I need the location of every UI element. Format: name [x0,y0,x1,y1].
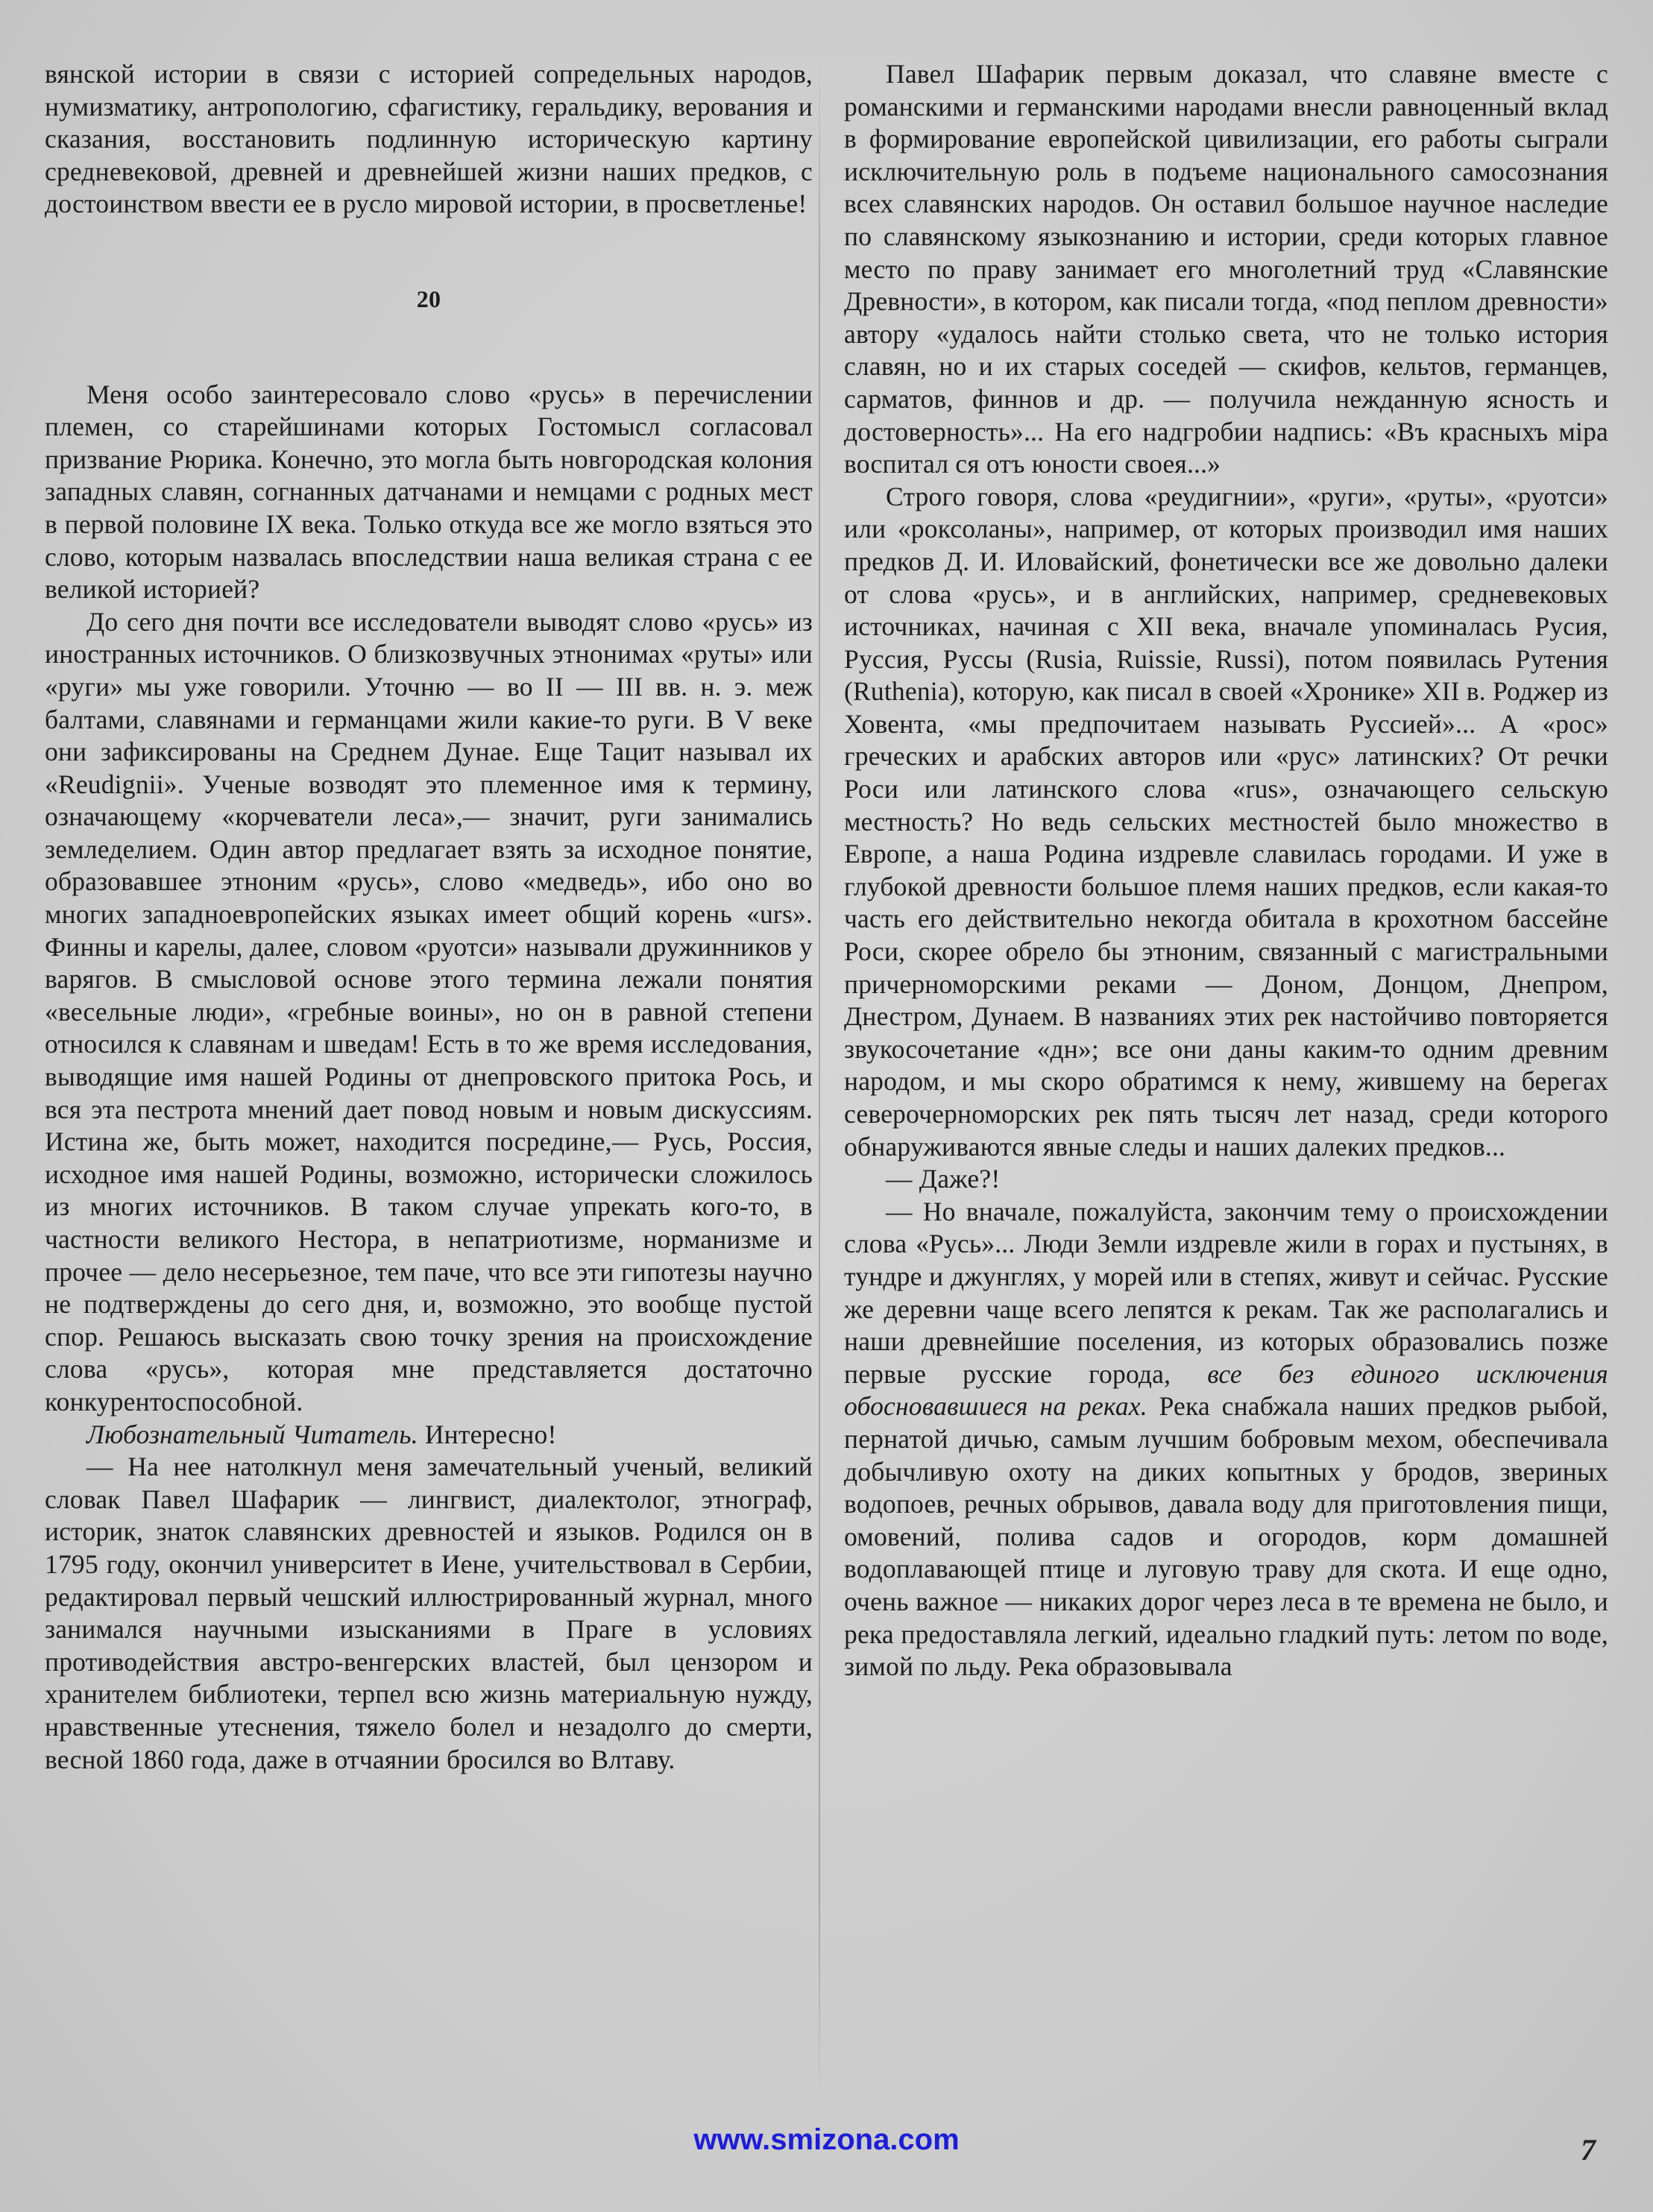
paragraph: — Даже?! [886,1164,1001,1194]
paragraph: Павел Шафарик первым доказал, что славяне вместе с романскими и германскими народами внесли равноценный вклад в формирование европейской цивилизации, его работы сыграли исключительную роль в подъеме национального самосознания всех славянских народов. Он оставил большое научное наследие по славянскому языкознанию и истории, среди которых главное место по праву занимает его многолетний труд «Славянские Древности», в котором, как писали тогда, «под пеплом древности» автору «удалось найти столько света, что не только история славян, но и их старых соседей — скифов, кельтов, германцев, сарматов, финнов и др. — получила нежданную ясность и достоверность»... На его надгробии надпись: «Въ красныхъ міра воспитал ся отъ юности своея...» [844,59,1608,479]
paragraph: — На нее натолкнул меня замечательный ученый, великий словак Павел Шафарик — лингвист, диалектолог, этнограф, историк, знаток славянских древностей и языков. Родился он в 1795 году, окончил университет в Иене, учительствовал в Сербии, редактировал первый чешский иллюстрированный журнал, много занимался научными изысканиями в Праге в условиях противодействия австро-венгерских властей, был цензором и хранителем библиотеки, терпел всю жизнь материальную нужду, нравственные утеснения, тяжело болел и незадолго до смерти, весной 1860 года, даже в отчаянии бросился во Влтаву. [45,1452,813,1774]
right-column [844,58,1608,1683]
paragraph: Строго говоря, слова «реудигнии», «руги», «руты», «руотси» или «роксоланы», например, от которых производил имя наших предков Д. И. Иловайский, фонетически все же довольно далеки от слова «русь», и в английских, например, средневековых источниках, начиная с XII века, вначале упоминалась Русия, Руссия, Руссы (Rusia, Ruissie, Russi), потом появилась Рутения (Ruthenia), которую, как писал в своей «Хронике» XII в. Роджер из Ховента, «мы предпочитаем называть Руссией»... А «рос» греческих и арабских авторов или «рус» латинских? От речки Роси или латинского слова «rus», означающего сельскую местность? Но ведь сельских местностей было множество в Европе, а наша Родина издревле славилась городами. И уже в глубокой древности большое племя наших предков, если какая-то часть его действительно некогда обитала в крохотном бассейне Роси, скорее обрело бы этноним, связанный с магистральными причерноморскими реками — Доном, Донцом, Днепром, Днестром, Дунаем. В названиях этих рек настойчиво повторяется звукосочетание «дн»; все они даны каким-то одним древним народом, и мы скоро обратимся к нему, жившему на берегах северочерноморских рек пять тысяч лет назад, среди которого обнаруживаются явные следы и наших далеких предков... [844,481,1608,1162]
paragraph: Меня особо заинтересовало слово «русь» в перечислении племен, со старейшинами которых Гостомысл согласовал призвание Рюрика. Конечно, это могла быть новгородская колония западных славян, согнанных датчанами и немцами с родных мест в первой половине IX века. Только откуда все же могло взяться это слово, которым назвалась впоследствии наша великая страна с ее великой историей? [45,379,813,605]
page-number: 7 [1581,2133,1596,2167]
paragraph [844,1196,1608,1683]
paragraph-text: Река снабжала наших предков рыбой, пернатой дичью, самым лучшим бобровым мехом, обеспечивала добычливую охоту на диких копытных у бродов, звериных водопоев, речных обрывов, давала воду для приготовления пищи, омовений, полива садов и огородов, корм домашней водоплавающей птице и луговую траву для скота. И еще одно, очень важное — никаких дорог через леса в те времена не было, и река предоставляла легкий, идеально гладкий путь: летом по воде, зимой по льду. Река образовывала [844,1391,1608,1682]
left-column [45,58,813,1776]
paragraph-text: вянской истории в связи с историей сопредельных народов, нумизматику, антропологию, сфагистику, геральдику, верования и сказания, восстановить подлинную историческую картину средневековой, древней и древнейшей жизни наших предков, с достоинством ввести ее в русло мировой истории, в просветленье! [45,59,813,219]
column-divider [819,60,820,2102]
paragraph-text: Интересно! [418,1419,557,1449]
paragraph [45,58,813,221]
emphasis-text: все без единого исключения обосновавшиеся на реках. [844,1358,1608,1422]
speaker-label: Любознательный Читатель. [86,1419,418,1449]
section-number: 20 [416,285,441,312]
paragraph [45,1419,813,1452]
paragraph-text: — Но вначале, пожалуйста, закончим тему о происхождении слова «Русь»... Люди Земли издревле жили в горах и пустынях, в тундре и джунглях, у морей или в степях, живут и сейчас. Русские же деревни чаще всего лепятся к рекам. Так же располагались и наши древнейшие поселения, из которых образовались позже первые русские города, [844,1196,1608,1389]
paragraph: До сего дня почти все исследователи выводят слово «русь» из иностранных источников. О близкозвучных этнонимах «руты» или «руги» мы уже говорили. Уточню — во II — III вв. н. э. меж балтами, славянами и германцами жили какие-то руги. В V веке они зафиксированы на Среднем Дунае. Еще Тацит называл их «Reudignii». Ученые возводят это племенное имя к термину, означающему «корчеватели леса»,— значит, руги занимались земледелием. Один автор предлагает взять за исходное понятие, образовавшее этноним «русь», слово «медведь», ибо оно во многих западноевропейских языках имеет общий корень «urs». Финны и карелы, далее, словом «руотси» называли дружинников у варягов. В смысловой основе этого термина лежали понятия «весельные люди», «гребные воины», но он в равной степени относился к славянам и шведам! Есть в то же время исследования, выводящие имя нашей Родины от днепровского притока Рось, и вся эта пестрота мнений дает повод новым и новым дискуссиям. Истина же, быть может, находится посредине,— Русь, Россия, исходное имя нашей Родины, возможно, исторически сложилось из многих источников. В таком случае упрекать кого-то, в частности великого Нестора, в непатриотизме, норманизме и прочее — дело несерьезное, тем паче, что все эти гипотезы научно не подтверждены до сего дня, и, возможно, это вообще пустой спор. Решаюсь высказать свою точку зрения на происхождение слова «русь», которая мне представляется достаточно конкурентоспособной. [45,606,813,1417]
website-link[interactable]: www.smizona.com [693,2123,960,2156]
